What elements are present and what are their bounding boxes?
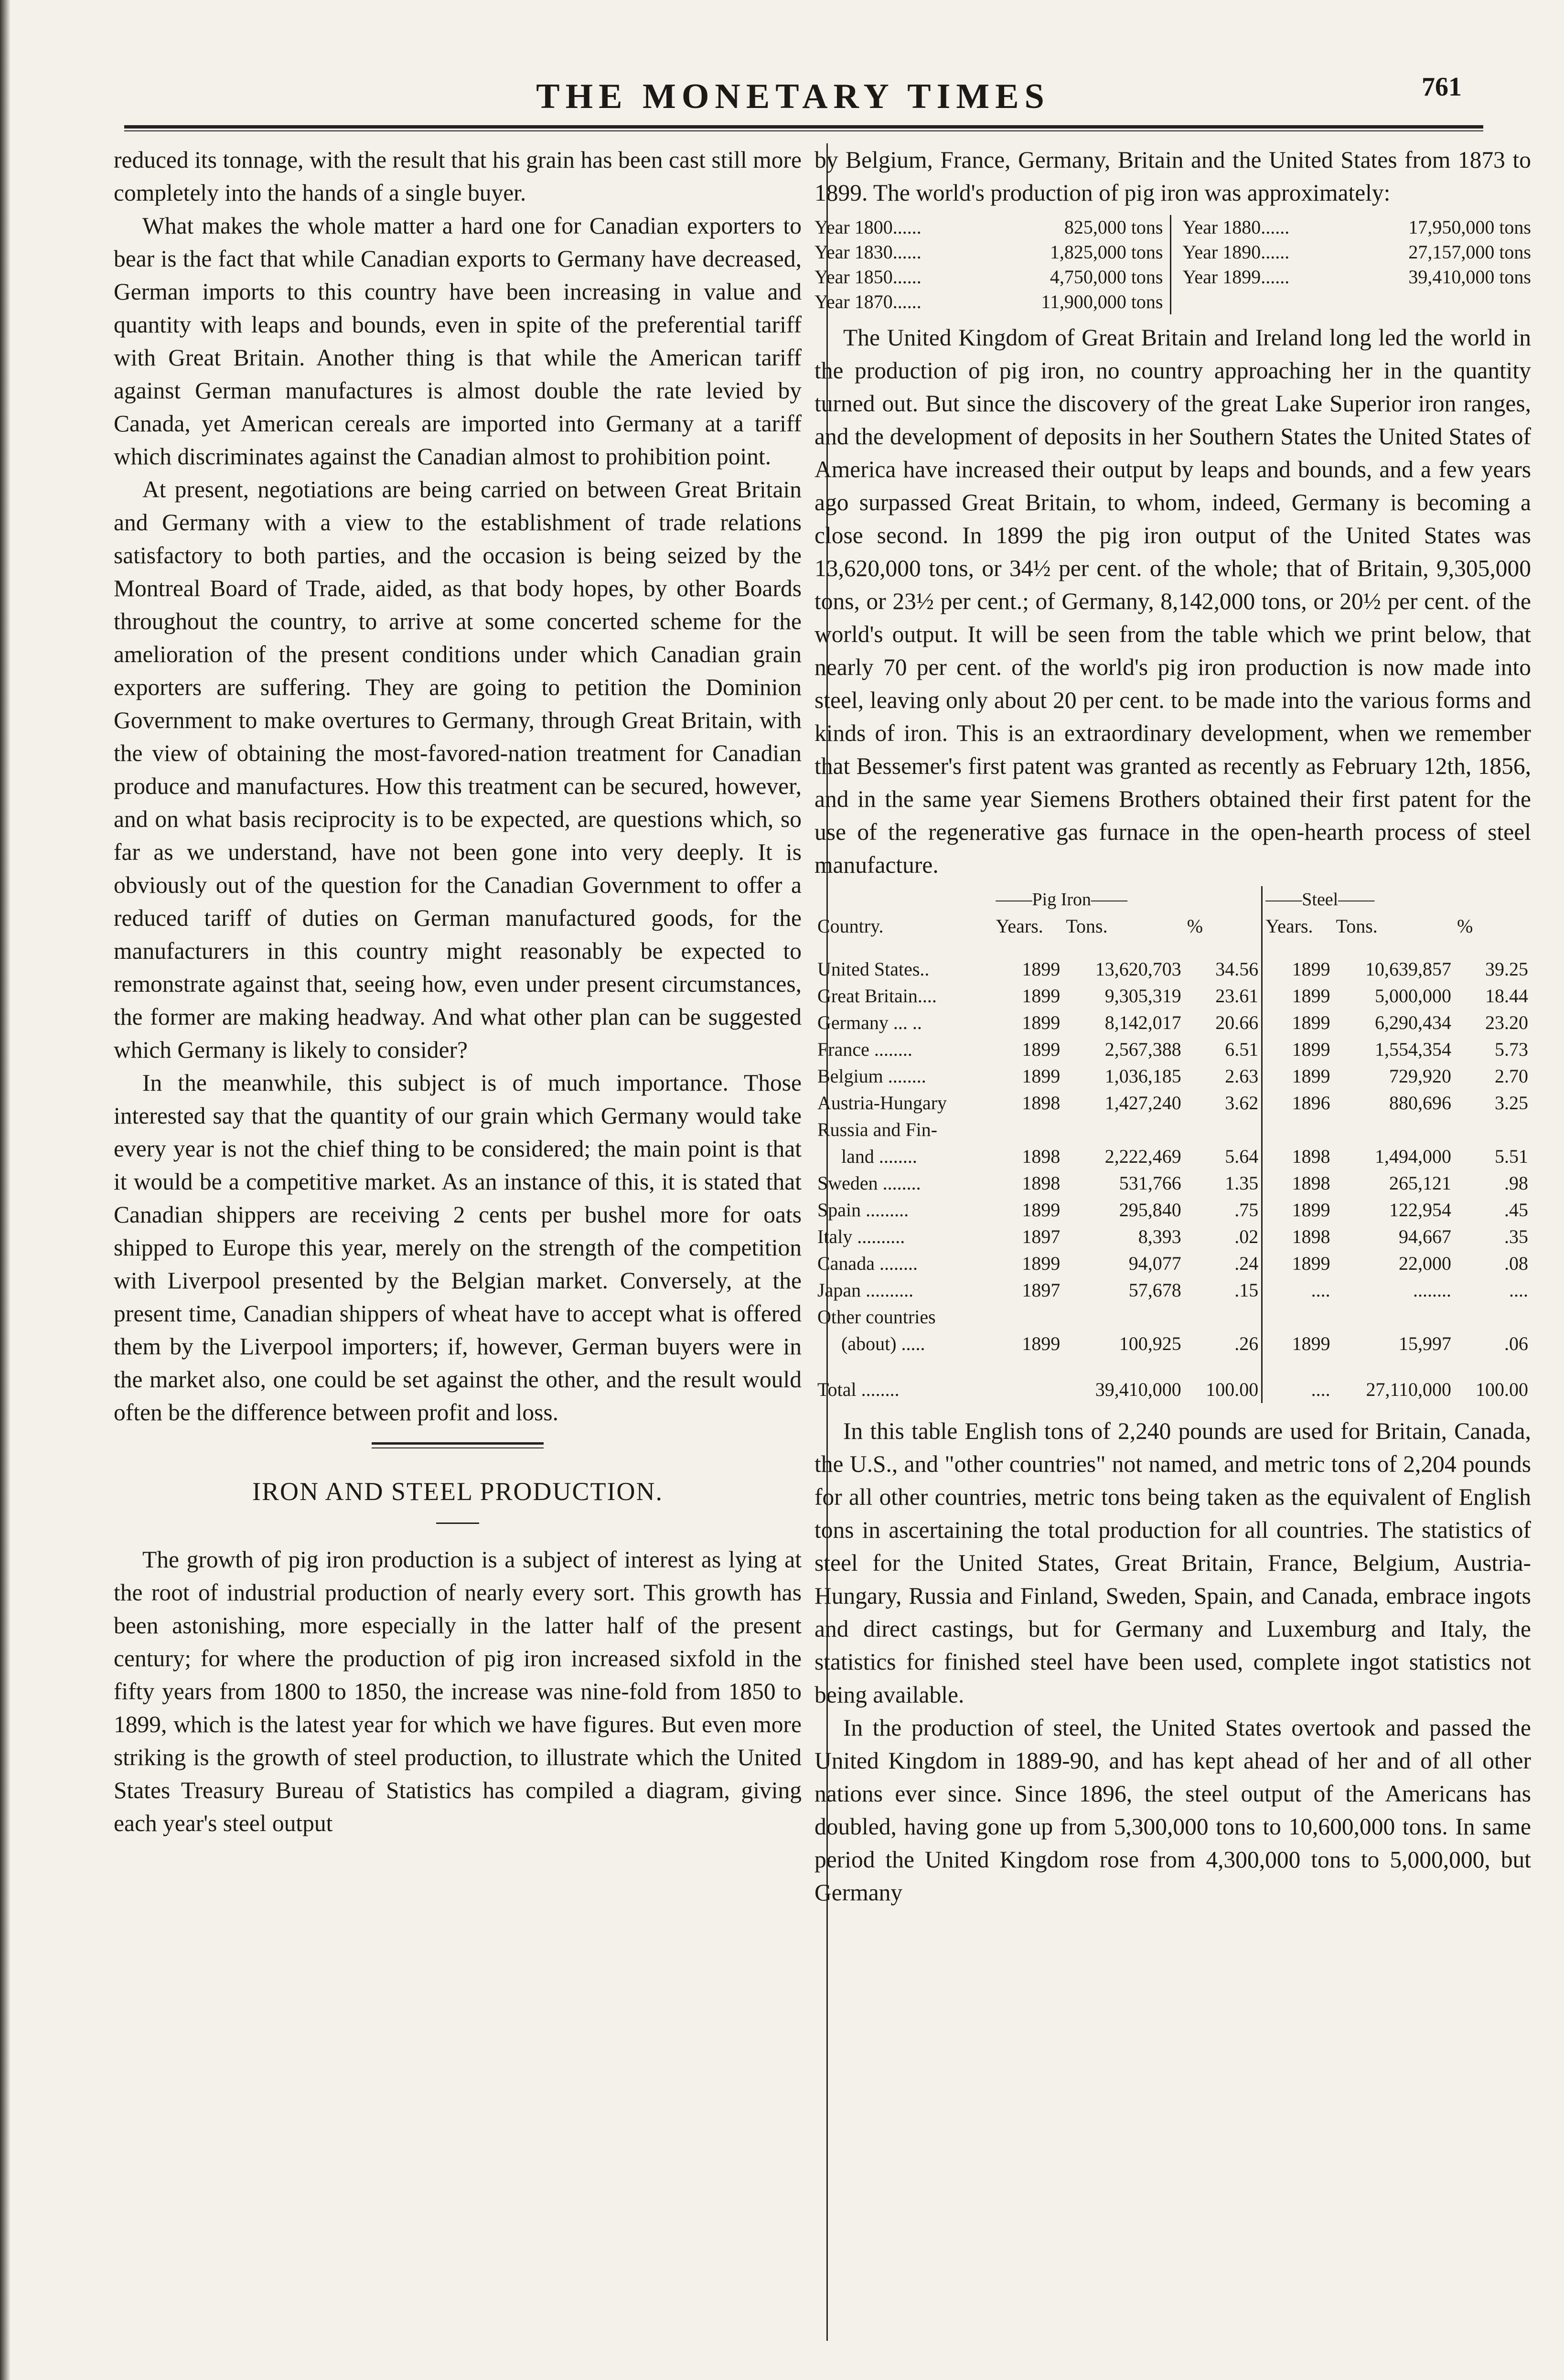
masthead [124, 72, 1462, 129]
table-cell: .... [1262, 1277, 1333, 1304]
table-cell: 1899 [1262, 1330, 1333, 1357]
section-divider-rule [372, 1442, 544, 1448]
production-amount: 27,157,000 tons [1408, 241, 1531, 263]
paragraph: The growth of pig iron production is a subject of interest as lying at the root of industrial production of nearly every sort. This growth has been astonishing, more especially in the latter half of the present century; for where the production of pig iron increased sixfold in the fifty years from 1800 to 1850, the increase was nine-fold from 1850 to 1899, which is the latest year for which we have figures. But even more striking is the growth of steel production, to illustrate which the United States Treasury Bureau of Statistics has compiled a diagram, giving each year's steel output [114, 1546, 802, 1836]
table-cell: 2.70 [1495, 1065, 1528, 1087]
production-row [1183, 240, 1532, 265]
paragraph: reduced its tonnage, with the result that his grain has been cast still more completely into the hands of a single buyer. [114, 147, 802, 206]
table-cell: land ........ [817, 1146, 917, 1167]
table-cell: .... [1262, 1357, 1333, 1403]
table-cell: 1.35 [1225, 1172, 1259, 1194]
table-cell [1063, 1304, 1184, 1330]
table-cell: .35 [1504, 1226, 1528, 1247]
production-year: Year 1899...... [1182, 266, 1290, 288]
column-header: Tons. [1336, 915, 1378, 937]
table-row [814, 1063, 1531, 1090]
table-body [814, 956, 1531, 1403]
paragraph: In the meanwhile, this subject is of much importance. Those interested say that the quantity of our grain which Germany would take every year is not the chief thing to be considered; the main point is that it would be a competitive market. As an instance of this, it is stated that Canadian shippers are receiving 2 cents per bushel more for oats shipped to Europe this year, merely on the strength of the competition with Liverpool presented by the Belgian market. Conversely, at the present time, Canadian shippers of wheat have to accept what is offered them by the Liverpool importers; if, however, German buyers were in the market also, one could be set against the other, and the result would often be the difference between profit and loss. [114, 1070, 802, 1426]
table-cell: 6,290,434 [1374, 1012, 1451, 1033]
table-cell: 94,667 [1398, 1226, 1451, 1247]
production-amount: 4,750,000 tons [1050, 266, 1163, 288]
column-header: % [1457, 915, 1473, 937]
table-cell: 9,305,319 [1104, 985, 1181, 1007]
table-cell: 2,567,388 [1104, 1039, 1181, 1060]
table-cell: .15 [1234, 1279, 1259, 1301]
table-cell: 1,427,240 [1104, 1092, 1181, 1114]
table-cell [993, 1116, 1063, 1143]
table-row [814, 1009, 1531, 1036]
production-list-left [814, 215, 1171, 314]
table-group-header-row [814, 886, 1531, 913]
table-cell: .26 [1234, 1333, 1259, 1354]
page-edge-shadow [0, 0, 11, 2380]
table-row [814, 1250, 1531, 1277]
table-cell: 1899 [1022, 1333, 1061, 1354]
table-total-row [814, 1357, 1531, 1403]
production-amount: 17,950,000 tons [1408, 216, 1531, 238]
table-cell: 1,554,354 [1374, 1039, 1451, 1060]
table-cell: .... [1509, 1279, 1528, 1301]
column-header: Country. [817, 915, 884, 937]
production-amount: 825,000 tons [1064, 216, 1163, 238]
column-header: Tons. [1066, 915, 1108, 937]
table-cell [1333, 1116, 1454, 1143]
table-cell [1454, 1116, 1531, 1143]
table-cell: France ........ [817, 1039, 912, 1060]
table-row [814, 1277, 1531, 1304]
production-year: Year 1890...... [1182, 241, 1290, 263]
table-cell: 1898 [1022, 1172, 1061, 1194]
table-cell: 1899 [1022, 985, 1061, 1007]
table-cell: 1899 [1262, 1063, 1333, 1090]
table-header-row [814, 913, 1531, 956]
table-cell: 295,840 [1119, 1199, 1181, 1221]
table-cell [1184, 1304, 1262, 1330]
table-cell: 1899 [1262, 1250, 1333, 1277]
table-cell: 1899 [1022, 958, 1061, 980]
table-cell: Russia and Fin- [817, 1119, 938, 1140]
table-cell: Great Britain.... [817, 985, 937, 1007]
table-row [814, 1304, 1531, 1330]
table-cell: 13,620,703 [1095, 958, 1181, 980]
production-year: Year 1850...... [814, 266, 921, 288]
table-cell: Sweden ........ [817, 1172, 921, 1194]
table-cell: 23.20 [1485, 1012, 1528, 1033]
masthead-title: THE MONETARY TIMES [536, 77, 1050, 116]
table-cell [1333, 1304, 1454, 1330]
table-cell: 34.56 [1215, 958, 1259, 980]
table-cell: United States.. [817, 958, 930, 980]
table-cell: 15,997 [1398, 1333, 1451, 1354]
table-cell: 3.25 [1495, 1092, 1528, 1114]
table-row [814, 1116, 1531, 1143]
table-cell: Spain ......... [817, 1199, 909, 1221]
table-cell: 1898 [1262, 1223, 1333, 1250]
production-amount: 1,825,000 tons [1050, 241, 1163, 263]
table-cell: 8,142,017 [1104, 1012, 1181, 1033]
production-amount: 11,900,000 tons [1041, 291, 1163, 312]
table-cell [993, 1357, 1063, 1403]
column-header: Years. [996, 915, 1043, 937]
table-cell: 39.25 [1485, 958, 1528, 980]
table-cell: 6.51 [1225, 1039, 1259, 1060]
table-cell: 1898 [1022, 1092, 1061, 1114]
paragraph: In this table English tons of 2,240 pounds are used for Britain, Canada, the U.S., and "other countries" not named, and metric tons of 2,204 pounds for all other countries, metric tons being taken as the equivalent of English tons in ascertaining the total production for all countries. The statistics of steel for the United States, Great Britain, France, Belgium, Austria-Hungary, Russia and Finland, Sweden, Spain, and Canada, embrace ingots and direct castings, but for Germany and Luxemburg and Italy, the statistics for finished steel have been used, complete ingot statistics not being available. [814, 1418, 1531, 1708]
production-amount: 39,410,000 tons [1408, 266, 1531, 288]
table-cell: 531,766 [1119, 1172, 1181, 1194]
table-cell: 100.00 [1206, 1379, 1259, 1400]
table-cell: 1898 [1022, 1146, 1061, 1167]
table-cell: Germany ... .. [817, 1012, 922, 1033]
table-cell: 22,000 [1398, 1253, 1451, 1274]
table-cell: 1899 [1022, 1253, 1061, 1274]
table-cell: 1897 [1022, 1279, 1061, 1301]
table-cell: (about) ..... [817, 1333, 925, 1354]
section-heading: IRON AND STEEL PRODUCTION. [252, 1477, 663, 1506]
table-cell: Austria-Hungary [817, 1092, 947, 1114]
table-cell: 1897 [1022, 1226, 1061, 1247]
table-cell: 100.00 [1476, 1379, 1528, 1400]
table-row [814, 983, 1531, 1009]
table-row [814, 1036, 1531, 1063]
table-cell: 1899 [1022, 1065, 1061, 1087]
table-cell [1454, 1304, 1531, 1330]
paragraph: In the production of steel, the United States overtook and passed the United Kingdom in 1889-90, and has kept ahead of her and of all other nations ever since. Since 1896, the steel output of the Americans has doubled, having gone up from 5,300,000 tons to 10,600,000 tons. In same period the United Kingdom rose from 4,300,000 tons to 5,000,000, but Germany [814, 1715, 1531, 1906]
table-row [814, 1197, 1531, 1223]
table-cell: 10,639,857 [1365, 958, 1451, 980]
production-year: Year 1880...... [1182, 216, 1290, 238]
table-cell: 8,393 [1138, 1226, 1181, 1247]
table-cell: .24 [1234, 1253, 1259, 1274]
table-row [814, 956, 1531, 983]
production-table [814, 886, 1531, 1403]
pig-iron-group-header: ——Pig Iron—— [996, 890, 1128, 910]
table-cell: 880,696 [1389, 1092, 1451, 1114]
table-cell: 1898 [1262, 1170, 1333, 1197]
table-cell: Japan .......... [817, 1279, 914, 1301]
table-cell [1262, 1116, 1333, 1143]
page-number: 761 [1422, 72, 1462, 102]
table-cell: 5.64 [1225, 1146, 1259, 1167]
right-column [814, 143, 1531, 1909]
table-cell: 1899 [1262, 1009, 1333, 1036]
production-year: Year 1870...... [814, 291, 921, 312]
column-header: % [1187, 915, 1203, 937]
table-cell: ........ [1413, 1279, 1451, 1301]
table-cell: 1899 [1262, 1036, 1333, 1063]
table-cell: 1899 [1022, 1039, 1061, 1060]
table-cell: 1899 [1262, 983, 1333, 1009]
table-cell: .98 [1504, 1172, 1528, 1194]
table-cell: .08 [1504, 1253, 1528, 1274]
table-cell: Italy .......... [817, 1226, 905, 1247]
production-row [814, 215, 1163, 240]
table-cell [1184, 1116, 1262, 1143]
table-cell: 729,920 [1389, 1065, 1451, 1087]
masthead-rule [124, 125, 1483, 131]
table-cell: 100,925 [1119, 1333, 1181, 1354]
production-row [814, 265, 1163, 289]
table-cell: 1899 [1022, 1199, 1061, 1221]
table-cell [1262, 1304, 1333, 1330]
paragraph: What makes the whole matter a hard one for Canadian exporters to bear is the fact that while Canadian exports to Germany have decreased, German imports to this country have been increasing in value and quantity with leaps and bounds, even in spite of the preferential tariff with Great Britain. Another thing is that while the American tariff against German manufactures is almost double the rate levied by Canada, yet American cereals are imported into Germany at a tariff which discriminates against the Canadian almost to prohibition point. [114, 213, 802, 470]
table-row [814, 1223, 1531, 1250]
table-cell: 5.73 [1495, 1039, 1528, 1060]
production-year: Year 1800...... [814, 216, 921, 238]
table-cell: .75 [1234, 1199, 1259, 1221]
table-cell: 1899 [1262, 956, 1333, 983]
table-cell: 1,036,185 [1104, 1065, 1181, 1087]
table-cell: 23.61 [1215, 985, 1259, 1007]
heading-underline-rule [436, 1522, 479, 1524]
table-cell: 1898 [1262, 1143, 1333, 1170]
table-row [814, 1090, 1531, 1116]
table-cell: 1,494,000 [1374, 1146, 1451, 1167]
table-cell: 2,222,469 [1104, 1146, 1181, 1167]
table-cell: .06 [1504, 1333, 1528, 1354]
production-row [814, 289, 1163, 314]
table-cell: Belgium ........ [817, 1065, 926, 1087]
pig-iron-production-list [814, 215, 1531, 314]
table-cell: 122,954 [1389, 1199, 1451, 1221]
paragraph: At present, negotiations are being carried on between Great Britain and Germany with a view to the establishment of trade relations satisfactory to both parties, and the occasion is being seized by the Montreal Board of Trade, aided, as that body hopes, by other Boards throughout the country, to arrive at some concerted scheme for the amelioration of the present conditions under which Canadian grain exporters are suffering. They are going to petition the Dominion Government to make overtures to Germany, through Great Britain, with the view of obtaining the most-favored-nation treatment for Canadian produce and manufactures. How this treatment can be secured, however, and on what basis reciprocity is to be expected, are questions which, so far as we understand, have not been gone into very deeply. It is obviously out of the question for the Canadian Government to offer a reduced tariff of duties on German manufactured goods, for the manufacturers in this country might reasonably be expected to remonstrate against that, seeing how, even under present circumstances, the former are making headway. And what other plan can be suggested which Germany is likely to consider? [114, 476, 802, 1063]
table-cell: 94,077 [1128, 1253, 1181, 1274]
table-cell: 39,410,000 [1095, 1379, 1181, 1400]
table-cell: .02 [1234, 1226, 1259, 1247]
table-cell: 5,000,000 [1374, 985, 1451, 1007]
paragraph: by Belgium, France, Germany, Britain and the United States from 1873 to 1899. The world's production of pig iron was approximately: [814, 147, 1531, 206]
table-cell: Canada ........ [817, 1253, 918, 1274]
production-year: Year 1830...... [814, 241, 921, 263]
table-cell: 1899 [1022, 1012, 1061, 1033]
table-cell: 27,110,000 [1366, 1379, 1451, 1400]
production-list-right [1171, 215, 1532, 314]
table-cell: 18.44 [1485, 985, 1528, 1007]
table-cell: 3.62 [1225, 1092, 1259, 1114]
steel-group-header: ——Steel—— [1262, 886, 1531, 913]
paragraph: The United Kingdom of Great Britain and Ireland long led the world in the production of pig iron, no country approaching her in the quantity turned out. But since the discovery of the great Lake Superior iron ranges, and the development of deposits in her Southern States the United States of America have increased their output by leaps and bounds, and a few years ago surpassed Great Britain, to whom, indeed, Germany is becoming a close second. In 1899 the pig iron output of the United States was 13,620,000 tons, or 34½ per cent. of the whole; that of Britain, 9,305,000 tons, or 23½ per cent.; of Germany, 8,142,000 tons, or 20½ per cent. of the world's output. It will be seen from the table which we print below, that nearly 70 per cent. of the world's pig iron production is now made into steel, leaving only about 20 per cent. to be made into the various forms and kinds of iron. This is an extraordinary development, when we remember that Bessemer's first patent was granted as recently as February 12th, 1856, and in the same year Siemens Brothers obtained their first patent for the use of the regenerative gas furnace in the open-hearth process of steel manufacture. [814, 324, 1531, 878]
table-cell: .45 [1504, 1199, 1528, 1221]
table-cell: 57,678 [1128, 1279, 1181, 1301]
table-cell: 265,121 [1389, 1172, 1451, 1194]
production-row [1183, 215, 1532, 240]
table-cell: 2.63 [1225, 1065, 1259, 1087]
table-cell: 1896 [1262, 1090, 1333, 1116]
table-cell [993, 1304, 1063, 1330]
table-cell: 5.51 [1495, 1146, 1528, 1167]
table-cell: Total ........ [817, 1379, 900, 1400]
table-cell: 1899 [1262, 1197, 1333, 1223]
table-cell [1063, 1116, 1184, 1143]
table-row [814, 1170, 1531, 1197]
production-row [1183, 265, 1532, 289]
production-row [814, 240, 1163, 265]
table-cell: 20.66 [1215, 1012, 1259, 1033]
table-cell: Other countries [817, 1306, 936, 1328]
table-row [814, 1143, 1531, 1170]
column-header: Years. [1262, 913, 1333, 956]
table-row [814, 1330, 1531, 1357]
left-column [114, 143, 802, 1840]
